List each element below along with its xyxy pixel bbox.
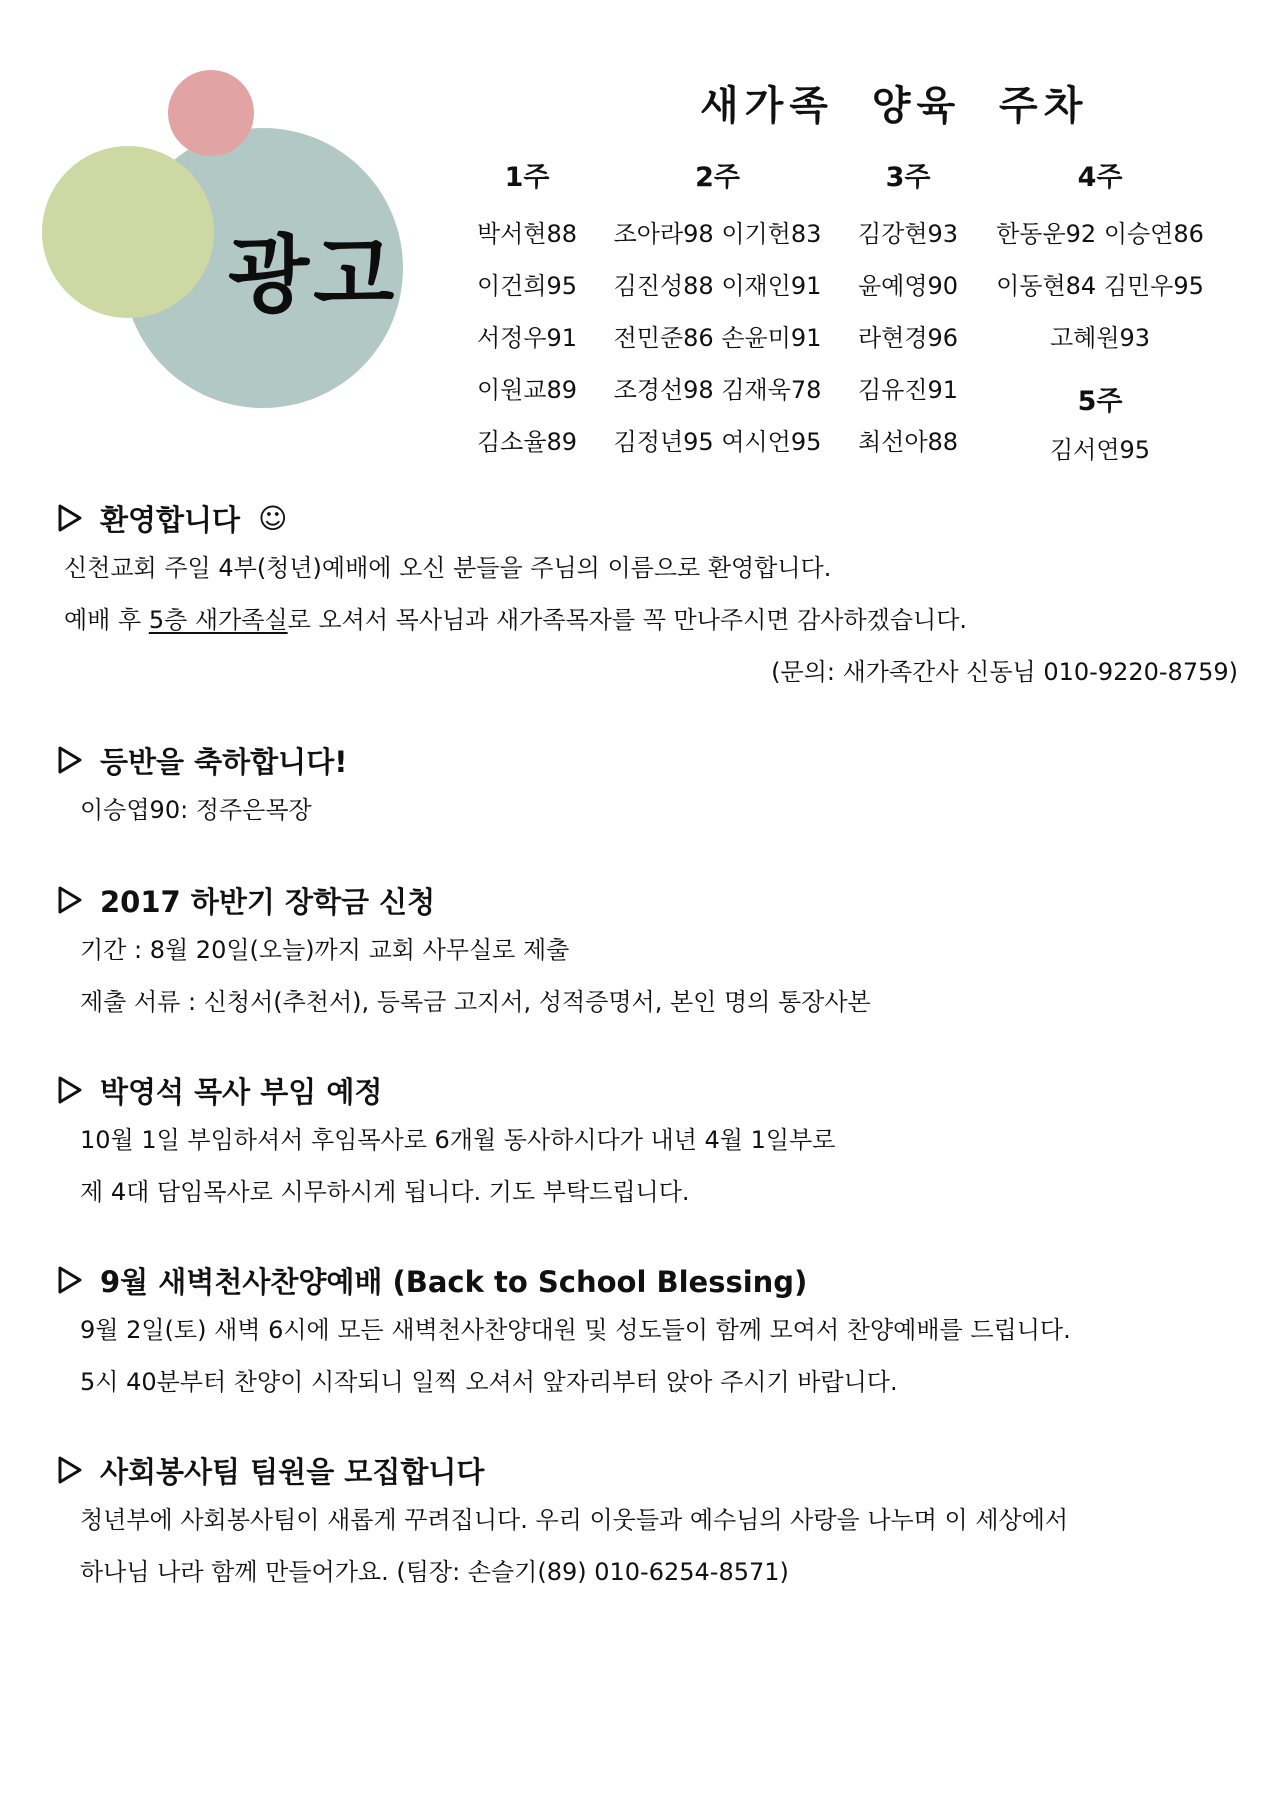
triangle-bullet-icon	[58, 886, 82, 914]
body-text: 로 오셔서 목사님과 새가족목자를 꼭 만나주시면 감사하겠습니다.	[287, 606, 968, 634]
section-header	[58, 736, 1238, 784]
week-label: 5주	[1077, 386, 1123, 417]
member-name: 한동운92 이승연86	[996, 220, 1204, 248]
section-header	[58, 1066, 1238, 1114]
underlined-location: 5층 새가족실	[148, 606, 288, 634]
green-circle	[42, 146, 214, 318]
section-pastor	[58, 1066, 1238, 1218]
section-body	[58, 1494, 1238, 1598]
ad-logo	[0, 0, 460, 420]
section-body	[58, 1114, 1238, 1218]
body-line: 기간 : 8월 20일(오늘)까지 교회 사무실로 제출	[80, 936, 570, 964]
member-name: 김강현93	[857, 220, 959, 248]
body-line: 하나님 나라 함께 만들어가요. (팀장: 손슬기(89) 010-6254-8571)	[80, 1558, 789, 1586]
section-service	[58, 1446, 1238, 1598]
section-title: 등반을 축하합니다!	[100, 744, 348, 779]
member-name: 김정년95 여시언95	[613, 428, 822, 456]
week-column-2	[605, 158, 830, 474]
week-label: 3주	[885, 162, 931, 193]
triangle-bullet-icon	[58, 1076, 82, 1104]
smiley-icon: ☺	[258, 501, 288, 535]
body-line	[64, 594, 1238, 646]
week-label: 4주	[1077, 162, 1123, 193]
week-label: 2주	[695, 162, 740, 193]
body-line: 신천교회 주일 4부(청년)예배에 오신 분들을 주님의 이름으로 환영합니다.	[64, 554, 832, 582]
section-header	[58, 494, 1238, 542]
section-body	[58, 1304, 1238, 1408]
member-name: 이동현84 김민우95	[996, 272, 1204, 300]
week-column-3	[843, 158, 973, 474]
member-name: 윤예영90	[857, 272, 959, 300]
section-title: 박영석 목사 부임 예정	[100, 1074, 383, 1109]
member-name: 김소율89	[476, 428, 578, 456]
member-name: 김서연95	[1049, 436, 1151, 464]
week-column-1	[462, 158, 592, 474]
section-title: 9월 새벽천사찬양예배 (Back to School Blessing)	[100, 1264, 808, 1299]
triangle-bullet-icon	[58, 746, 82, 774]
section-title: 환영합니다	[100, 502, 241, 537]
member-name: 김유진91	[857, 376, 959, 404]
triangle-bullet-icon	[58, 504, 82, 532]
section-body	[58, 784, 1238, 836]
section-title: 2017 하반기 장학금 신청	[100, 884, 436, 919]
section-worship	[58, 1256, 1238, 1408]
week-label: 1주	[504, 162, 550, 193]
triangle-bullet-icon	[58, 1456, 82, 1484]
section-title: 사회봉사팀 팀원을 모집합니다	[100, 1454, 485, 1489]
body-line: 이승엽90: 정주은목장	[80, 796, 312, 824]
section-header	[58, 876, 1238, 924]
section-header	[58, 1256, 1238, 1304]
triangle-bullet-icon	[58, 1266, 82, 1294]
body-text: 예배 후	[64, 606, 149, 634]
body-line: 청년부에 사회봉사팀이 새롭게 꾸려집니다. 우리 이웃들과 예수님의 사랑을 나누며 이 세상에서	[80, 1506, 1069, 1534]
section-welcome	[58, 494, 1238, 698]
member-name: 조아라98 이기헌83	[613, 220, 822, 248]
section-header	[58, 1446, 1238, 1494]
member-name: 고혜원93	[1049, 324, 1151, 352]
member-name: 김진성88 이재인91	[613, 272, 822, 300]
body-line: 9월 2일(토) 새벽 6시에 모든 새벽천사찬양대원 및 성도들이 함께 모여서 찬양예배를 드립니다.	[80, 1316, 1071, 1344]
member-name: 조경선98 김재욱78	[613, 376, 822, 404]
pink-circle	[168, 70, 254, 156]
section-body	[58, 542, 1238, 698]
member-name: 최선아88	[857, 428, 959, 456]
section-scholarship	[58, 876, 1238, 1028]
member-name: 이건희95	[476, 272, 578, 300]
week-column-4	[985, 158, 1215, 476]
member-name: 이원교89	[476, 376, 578, 404]
member-name: 서정우91	[476, 324, 578, 352]
body-line: 제 4대 담임목사로 시무하시게 됩니다. 기도 부탁드립니다.	[80, 1178, 690, 1206]
body-line: 10월 1일 부임하셔서 후임목사로 6개월 동사하시다가 내년 4월 1일부로	[80, 1126, 836, 1154]
newfamily-title: 새가족 양육 주차	[700, 83, 1089, 129]
body-line: 5시 40분부터 찬양이 시작되니 일찍 오셔서 앞자리부터 앉아 주시기 바랍니다.	[80, 1368, 898, 1396]
logo-word: 광고	[228, 226, 399, 324]
member-name: 전민준86 손윤미91	[613, 324, 822, 352]
member-name: 라현경96	[857, 324, 959, 352]
section-body	[58, 924, 1238, 1028]
section-promotion	[58, 736, 1238, 836]
contact-line: (문의: 새가족간사 신동님 010-9220-8759)	[771, 658, 1238, 686]
body-line: 제출 서류 : 신청서(추천서), 등록금 고지서, 성적증명서, 본인 명의 통장사본	[80, 988, 871, 1016]
member-name: 박서현88	[476, 220, 578, 248]
